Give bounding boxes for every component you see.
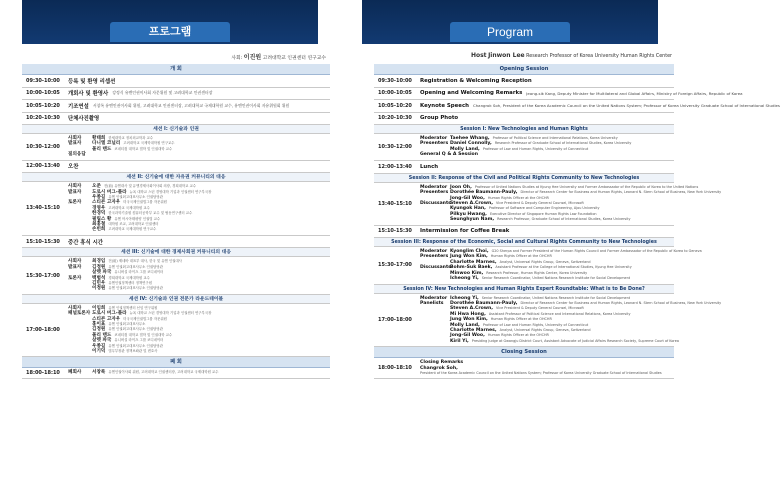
speaker-role: Presenters [420,190,449,196]
lunch-row [374,161,674,174]
row-body [418,75,674,87]
session-block [22,304,330,358]
row-body [418,100,782,112]
speaker-name: Kyonglim Choi, [450,249,489,255]
row-title: Intermission for Coffee Break [420,228,510,235]
speaker-name: 한경덕 [92,211,106,217]
session-time: 15:30-17:00 [26,272,60,279]
closing-title: Closing Remarks [420,360,464,366]
speaker-role: 사회자 [68,259,82,265]
row-time: 18:00-18:10 [378,365,412,372]
row-title: Registration & Welcoming Reception [420,77,532,84]
speaker-entry [68,227,328,232]
speaker-name: Steven A.Crown, [450,306,494,312]
speaker-name: Steven A.Crown, [450,200,494,206]
row-time: 10:05-10:20 [378,102,412,109]
row-title: Group Photo [420,115,459,122]
session-block [22,134,330,161]
speaker-name: 도로시 버그-플라 [92,189,127,195]
row-body [418,113,674,125]
speaker-affiliation: Vice President & Deputy General Counsel, Microsoft [496,306,584,311]
row-description: 강정식 유엔인권이사회 자문위원 및 고려대학교 인권센터장 [112,90,213,96]
session-body [418,183,723,225]
speaker-affiliation: Presiding Judge at Gwangju District Court, Assistant Advocate of Judicial Affairs Research Society, Supreme Court of Korea [471,338,679,343]
row-time: 12:00-13:40 [378,163,412,170]
speaker-affiliation: 유엔 인권최고대표사무소 인권담당관 [108,286,163,291]
speaker-entry [68,286,328,291]
speaker-name: 우종길 [92,343,106,349]
row-title: Opening and Welcoming Remarks [420,90,523,97]
row-time: 18:00-18:10 [26,370,60,377]
speaker-affiliation: 고려대학교 국제대학원 연구교수 [108,227,157,232]
speaker-name: Jung Won Kim, [450,254,488,260]
row-time: 10:05-10:20 [26,102,60,109]
host-line [471,52,672,59]
speaker-name: Mi Hwa Hong, [450,311,486,317]
speaker-affiliation: 유엔 인권최고대표사무소 [108,321,146,326]
speaker-entry [68,152,328,157]
speaker-name: 도로시 버그-플라 [92,311,127,317]
schedule-row [22,88,330,101]
speaker-entry [420,339,721,344]
speaker-affiliation: Human Rights Officer at the OHCHR [487,333,549,338]
host-label: 사회: [231,56,243,61]
speaker-affiliation: Research Professor, Human Rights Center, Korea University [486,270,588,275]
speaker-affiliation: 한세대학교 정치외교학과 교수 [108,136,154,140]
speaker-affiliation: Research Professor of Graduate School of International Studies, Korea University [494,141,632,146]
host-affiliation: 고려대학교 인권센터 연구교수 [262,56,326,61]
page-title: Program [450,22,570,42]
schedule-row [374,100,780,113]
speaker-role: Moderator [420,295,448,301]
header-band [22,0,318,44]
row-title: 등록 및 환영 리셉션 [68,78,116,85]
session-time: 17:00-18:00 [26,327,60,334]
host-label: Host [470,52,487,59]
speaker-name: Bohm-Suk Baek, [450,265,493,271]
speaker-affiliation: 뉴욕 대학교 스턴 경영대학 기업과 인권센터 연구부국장 [129,311,212,316]
speaker-affiliation: 전(前) 제네바 대표부 대사, 한국 및 유엔 인권대사 [108,259,182,264]
speaker-name: Jong-Gil Woo, [450,195,485,201]
speaker-affiliation: Director of Research Center for Business and Human Rights, Leonard N. Stern School of Business, New York University [520,300,722,305]
speaker-name: Molly Land, [450,322,480,328]
speaker-affiliation: 유엔 인권최고대표사무소 인권담당관 [108,343,163,348]
session-time: 10:30-12:00 [378,144,412,151]
speaker-role: Discussants [420,265,451,271]
break-row [374,226,674,239]
lunch-row [22,161,330,174]
session-time: 15:30-17:00 [378,262,412,269]
speaker-affiliation: Senior Research Coordinator, United Nations Research Institute for Social Development [481,276,631,281]
speaker-entry [68,349,328,354]
speaker-role: 사회자 [68,305,82,311]
host-line [231,52,326,61]
session-header: Session III: Response of the Economic, Social and Cultural Rights Community to New Technologies [374,238,674,247]
speaker-name: 이기덕 [92,348,106,354]
host-name: 이진원 [243,54,262,61]
row-time: 10:00-10:05 [378,90,412,97]
row-description: 서창록 유엔인권이사회 위원, 고려대학교 인권센터장, 고려대학교 국제대학원 교수, 유엔인권이사회 자유위원회 위원 [92,102,290,108]
speaker-affiliation: 한국과학기술원 컴퓨터공학부 교수 및 협동연구센터 교수 [108,211,193,216]
speaker-role: 토론자 [68,200,82,206]
speaker-name: 최홍철 [92,221,106,227]
session-time: 17:00-18:00 [378,316,412,323]
session-header: Session II: Response of the Civil and Political Rights Community to New Technologies [374,174,674,183]
speaker-name: 몰리 랜드 [92,146,112,152]
session-body [418,134,674,160]
speaker-affiliation: 미국국제인권법그룹 자문위원 [123,316,167,321]
session-header: 세션 III: 신기술에 대한 경제사회권 커뮤니티의 대응 [22,248,330,257]
speaker-affiliation: Assistant Professor at the College of International Studies, Kyung Hee University [495,265,632,270]
schedule-row [374,113,674,126]
speaker-name: 이정원 [92,286,106,292]
speaker-role: 토론자 [68,275,82,281]
speaker-affiliation: Human Rights Officer at the OHCHR [487,195,549,200]
session-time: 13:40-15:10 [26,205,60,212]
session-block [374,247,702,284]
schedule-table [374,64,780,379]
speaker-name: 경영우 [92,205,106,211]
schedule-row [22,100,330,113]
speaker-affiliation: Senior Research Coordinator, United Nations Research Institute for Social Development [481,295,631,300]
speaker-affiliation: 고려대학교 국제대학원 교수 [108,205,150,210]
speaker-affiliation: 유니버설 라이츠 그룹 코디네이터 [114,270,164,275]
speaker-role: 질의응답 [68,152,86,158]
speaker-role: Moderator [420,184,448,190]
row-body [66,113,330,125]
schedule-table [22,64,330,379]
session-header: 세션 II: 신기술에 대한 자유권 커뮤니티의 대응 [22,173,330,182]
speaker-role: 사회자 [68,136,82,141]
speaker-entry [420,276,702,281]
session-body [66,182,330,235]
speaker-role: Moderator [420,249,448,255]
speaker-affiliation: 대학원 조교, 고려대학교 인권센터 [108,221,159,226]
row-time: 10:20-10:30 [378,115,412,122]
row-description: Jeong-sik Kang, Deputy Minister for Multilateral and Global Affairs, Ministry of Foreign Affairs, Republic of Korea [526,90,743,96]
closing-row [374,358,674,379]
row-body [66,236,330,248]
speaker-affiliation: 유니버설 라이츠 그룹 코디네이터 [114,338,164,343]
speaker-name: Jong-Gil Woo, [450,333,485,339]
speaker-affiliation: Analyst, Universal Rights Group, Geneva, Switzerland [499,259,591,264]
speaker-name: 김민우 [92,280,106,286]
row-body [66,100,330,112]
speaker-name: Minwoo Kim, [450,270,484,276]
row-body [418,226,674,238]
break-row [22,236,330,249]
speaker-name: 다니엘 코닐리 [92,141,121,147]
host-name: Jinwon Lee [488,52,525,59]
closing-session-header: Closing Session [374,347,674,358]
speaker-affiliation: Assistant Professor of Political Science and International Relations, Korea University [488,311,631,316]
row-time: 15:10-15:30 [378,228,412,235]
speaker-role: 패널토론자 [68,311,91,317]
speaker-affiliation: Professor of Software and Computer Engineering, Ajou University [488,206,600,211]
closing-speaker: Changrok Soh, [420,365,458,371]
closing-affiliation: 유엔인권이사회 위원, 고려대학교 인권센터장, 고려대학교 국제대학원 교수 [108,370,219,375]
header-band [362,0,658,44]
speaker-name: 우종길 [92,194,106,200]
speaker-name: Jung Won Kim, [450,317,488,323]
schedule-row [374,75,674,88]
row-body [66,75,330,87]
speaker-name: Dorothée Baumann-Pauly, [450,300,518,306]
schedule-row [22,113,330,126]
speaker-name: 몰리 랜드 [92,332,112,338]
session-block [374,183,722,226]
speaker-name: Pilkyu Hwang, [450,211,487,217]
speaker-role: 사회자 [68,184,82,190]
speaker-role: Presenters [420,141,449,147]
closing-affiliation: President of the Korea Academic Council on the United Nations System; Professor of Korea University Graduate School of International Studies [420,370,662,375]
speaker-affiliation: G20 Sherpa and Former President of the Human Rights Council and Former Ambassador of the Republic of Korea to Geneva [491,249,702,254]
speaker-entry [420,217,721,222]
schedule-row [374,88,743,101]
row-title: 중간 휴식 시간 [68,239,103,246]
korean-program-page [0,0,340,479]
row-title: 기조연설 [68,103,89,110]
speaker-role: 발표자 [68,264,82,270]
speaker-affiliation: Professor of United Nations Studies at Kyung Hee University and Former Ambassador of the Republic of Korea to the United Nations [474,184,699,189]
session-header: Session I: New Technologies and Human Rights [374,125,674,134]
speaker-affiliation: Vice President & Deputy General Counsel, Microsoft [496,200,584,205]
speaker-role: 발표자 [68,189,82,195]
page-title: 프로그램 [110,22,230,42]
speaker-affiliation: 유엔 인권최고대표사무소 인권담당관 [108,327,163,332]
host-affiliation: Research Professor of Korea University Human Rights Center [526,54,672,59]
row-time: 09:30-10:00 [378,77,412,84]
speaker-affiliation: Professor of Political Science and International Relations, Korea University [492,136,618,140]
row-body [418,358,674,378]
speaker-affiliation: 유엔 인권최고대표사무소 인권담당관 [108,194,163,199]
speaker-name: 살렛 파국 [92,270,112,276]
speaker-role: Discussants [420,200,451,206]
session-time: 10:30-12:00 [26,143,60,150]
session-block [374,294,722,348]
speaker-name: Seunghyun Nam, [450,217,495,223]
speaker-name: Molly Land, [450,146,480,152]
speaker-affiliation: Research Professor, Graduate School of International Studies, Korea University [497,217,631,222]
session-block [374,134,674,161]
speaker-name: Icheong Yi, [450,295,479,301]
session-header: 세션 I: 신기술과 인권 [22,125,330,134]
closing-title: 폐회사 [68,370,82,376]
speaker-name: 김정원 [92,327,106,333]
row-body [66,368,330,377]
row-title: Lunch [420,163,439,170]
speaker-affiliation: Executive Director of Singapore Human Rights Law Foundation [489,211,597,216]
speaker-name: 김정원 [92,264,106,270]
speaker-role: Panelists [420,300,444,306]
opening-session-header: 개 회 [22,64,330,75]
speaker-affiliation: 고려대학교 국제학대학원 연구교수 [123,141,175,146]
speaker-name: 필립스 황 [92,216,112,222]
speaker-affiliation: Analyst, Universal Rights Group, Geneva, Switzerland [499,327,591,332]
speaker-name: Charlotte Marnes, [450,327,497,333]
closing-entry [420,360,672,376]
row-time: 09:30-10:00 [26,77,60,84]
speaker-affiliation: 법무부장관 정책보좌관 및 변호사 [108,348,158,353]
row-body [418,161,674,173]
session-body [418,294,723,347]
speaker-name: 스티븐 고자우 [92,316,121,322]
row-body [66,88,330,100]
speaker-name: 살렛 파국 [92,338,112,344]
speaker-name: 오준 [92,184,101,190]
speaker-affiliation: Director of Research Center for Business and Human Rights, Leonard N. Stern School of Business, New York University [520,190,722,195]
row-title: 개회사 및 환영사 [68,91,109,98]
closing-speaker: 서창록 [92,370,106,376]
closing-session-header: 폐 회 [22,357,330,368]
opening-session-header: Opening Session [374,64,674,75]
speaker-affiliation: 전(前) 유엔대사 및 유엔경제사회이사회 의장, 경희대학교 교수 [103,184,197,189]
speaker-affiliation: Human Rights Officer at the OHCHR [490,254,552,259]
speaker-affiliation: 유엔인권정책센터 정책연구원 [108,280,152,285]
speaker-name: 스티븐 고자우 [92,200,121,206]
speaker-name: Kiril Yi, [450,338,469,344]
english-program-page [340,0,780,479]
speaker-name: 최경임 [92,259,106,265]
session-block [22,257,330,294]
row-time: 10:00-10:05 [26,90,60,97]
speaker-role: Presenters [420,254,449,260]
row-body [418,88,745,100]
speaker-name: 이임희 [92,305,106,311]
speaker-affiliation: Professor of Law and Human Rights, University of Connecticut [482,322,589,327]
speaker-name: Taehee Whang, [450,136,490,141]
row-description: Changrok Soh, President of the Korea Academic Council on the United Nations System; Professor of Korea University Graduate School of International Studies [473,103,780,109]
speaker-role: Moderator [420,136,448,141]
closing-row [22,368,330,378]
speaker-affiliation: 유엔 인권최고대표사무소 인권담당관 [108,264,163,269]
speaker-affiliation: 유엔 아시아태평양 인권법 교수 [114,216,161,221]
session-header: 세션 IV: 신기술과 인권 전문가 라운드테이블 [22,295,330,304]
row-title: Keynote Speech [420,102,469,109]
session-body [418,247,704,283]
speaker-role: 발표자 [68,141,82,147]
speaker-name: 손빈희 [92,227,106,233]
speaker-name: Kyungok Han, [450,206,486,212]
session-body [66,304,330,357]
speaker-affiliation: Human Rights Officer at the OHCHR [490,317,552,322]
speaker-name: Icheong Yi, [450,276,479,282]
schedule-row [22,75,330,88]
row-title: 단체사진촬영 [68,116,100,123]
session-block [22,182,330,236]
row-title: 오찬 [68,164,79,171]
qa-session: General Q & A Session [420,152,478,158]
row-time: 10:20-10:30 [26,115,60,122]
speaker-affiliation: Professor of Law and Human Rights, University of Connecticut [482,146,589,151]
speaker-affiliation: 경희대학교 국제대학원 교수 [108,275,150,280]
session-body [66,257,330,293]
row-time: 15:10-15:30 [26,238,60,245]
speaker-name: 홍이표 [92,321,106,327]
closing-entry [68,370,328,375]
speaker-name: 황태희 [92,136,106,141]
session-time: 13:40-15:10 [378,200,412,207]
session-header: Session IV: New Technologies and Human Rights Expert Roundtable: What is to Be Done? [374,285,674,294]
speaker-name: Daniel Connolly, [450,141,492,147]
speaker-affiliation: 유엔 인권정책센터 선임 연구위원 [108,305,158,310]
speaker-affiliation: 미국국제인권법그룹 자문위원 [123,200,167,205]
speaker-name: Joon Oh, [450,184,472,190]
speaker-name: Dorothée Baumann-Pauly, [450,190,518,196]
speaker-name: 백범석 [92,275,106,281]
speaker-affiliation: 뉴욕 대학교 스턴 경영대학 기업과 인권센터 연구부국장 [129,189,212,194]
row-body [66,161,330,173]
speaker-affiliation: 코네티컷 대학교 법학 및 인권대학 교수 [114,146,173,151]
speaker-name: Charlotte Marnes, [450,259,497,265]
row-time: 12:00-13:40 [26,163,60,170]
speaker-affiliation: 코네티컷 대학교 법학 및 인권대학 교수 [114,332,173,337]
session-body [66,134,330,160]
